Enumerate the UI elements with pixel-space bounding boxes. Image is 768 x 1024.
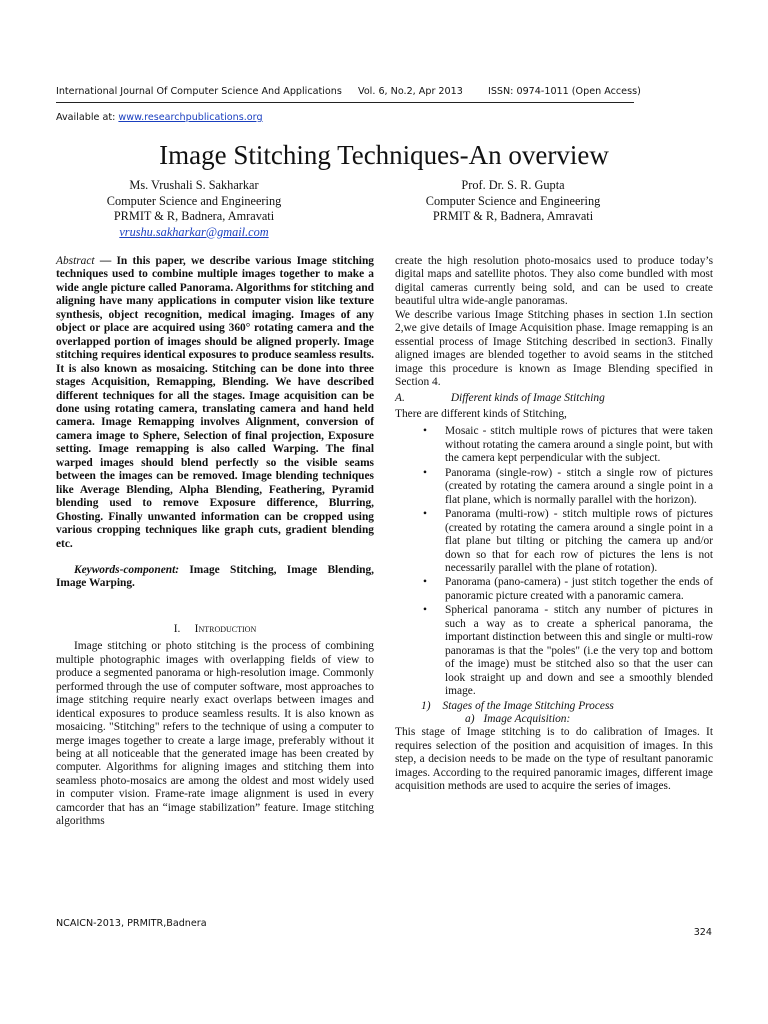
- author-block-1: [64, 178, 324, 240]
- subsection-heading-stages: 1) Stages of the Image Stitching Process: [421, 699, 614, 712]
- journal-website-link[interactable]: www.researchpublications.org: [118, 112, 263, 123]
- section-number: I.: [173, 622, 181, 635]
- paragraph: This stage of Image stitching is to do calibration of Images. It requires selection of the position and acquisition of images. In this step, a decision needs to be made on the type of resultant panoramic images. According to the required panoramic images, different image acquisition methods are used to acquire the series of images.: [395, 726, 713, 793]
- paragraph: create the high resolution photo-mosaics used to produce today’s digital maps and satellite photos. They also come bundled with most digital cameras currently being sold, and can be used to create beautiful ultra wide-angle panoramas.: [395, 255, 713, 308]
- author-department: Computer Science and Engineering: [106, 193, 282, 208]
- page-number: 324: [693, 927, 712, 938]
- footer-conference: NCAICN-2013, PRMITR,Badnera: [56, 918, 207, 929]
- abstract-text: In this paper, we describe various Image stitching techniques used to combine multiple images together to make a wide angle picture called Panorama. Algorithms for stitching and aligning have many applications in computer vision like texture synthesis, object recognition, medical imaging. Images of any object or place are acquired using 360° rotating camera and the overlapped portion of images should be aligned properly. Image stitching requires identical exposures to produce seamless results. It is also known as mosaicing. Stitching can be done into three stages Acquisition, Remapping, Blending. We have described different techniques for all the stages. Image acquisition can be done using rotating camera, translating camera and hand held camera. Image Remapping involves Alignment, conversion of camera image to Sphere, Selection of final projection, Exposure setting. Image remapping is also called Warping. The final warped images should blend perfectly so the visible seams between the images can be removed. Image blending techniques like Average Blending, Alpha Blending, Feathering, Pyramid blending used to remove Exposure difference, Blurring, Ghosting. Finally unwanted information can be cropped using various cropping techniques like graph cuts, gradient blending etc.: [56, 255, 374, 550]
- journal-issn: ISSN: 0974-1011 (Open Access): [488, 86, 641, 97]
- journal-header: [56, 84, 641, 100]
- subsection-heading-kinds: A. Different kinds of Image Stitching: [395, 391, 605, 404]
- keywords-text: Image Stitching, Image Blending, Image Warping.: [56, 563, 374, 590]
- author-institution: PRMIT & R, Badnera, Amravati: [432, 209, 594, 223]
- keywords: [56, 564, 374, 591]
- abstract: Abstract — In this paper, we describe various Image stitching techniques used to combine multiple images together to make a wide angle picture called Panorama. Algorithms for stitching and aligning have many applications in computer vision like texture synthesis, object recognition, medical imaging. Images of any object or place are acquired using 360° rotating camera and the overlapped portion of images should be aligned properly. Image stitching requires identical exposures to produce seamless results. It is also known as mosaicing. Stitching can be done into three stages Acquisition, Remapping, Blending. We have described different techniques for all the stages. Image acquisition can be done using rotating camera, translating camera and hand held camera. Image Remapping involves Alignment, conversion of camera image to Sphere, Selection of final projection, Exposure setting. Image remapping is also called Warping. The final warped images should blend perfectly so the visible seams between the images can be removed. Image blending techniques like Average Blending, Alpha Blending, Feathering, Pyramid blending used to remove Exposure difference, Blurring, Ghosting. Finally unwanted information can be cropped using various cropping techniques like graph cuts, gradient blending etc.: [56, 255, 374, 550]
- author-name: Prof. Dr. S. R. Gupta: [461, 178, 565, 192]
- author-email-link[interactable]: vrushu.sakharkar@gmail.com: [119, 224, 269, 239]
- section-title: Introduction: [194, 622, 257, 635]
- section-heading-introduction: [56, 623, 374, 636]
- introduction-paragraph: Image stitching or photo stitching is the process of combining multiple photographic images with overlapping fields of view to produce a segmented panorama or high-resolution image. Commonly performed through the use of computer software, most approaches to image stitching require nearly exact overlaps between images and identical exposures to produce seamless results. It is also known as mosaicing. "Stitching" refers to the technique of using a computer to merge images together to create a large image, preferably without it being at all noticeable that the generated image has been created by computer. Algorithms for aligning images and stitching them into seamless photo-mosaics are among the oldest and most widely used in computer vision. Frame-rate image alignment is used in every camcorder that has an “image stabilization” feature. Image stitching algorithms: [56, 640, 374, 828]
- author-block-2: [398, 178, 628, 225]
- available-label: Available at:: [56, 112, 116, 123]
- paper-title: Image Stitching Techniques-An overview: [159, 140, 609, 170]
- availability-line: [56, 112, 263, 123]
- list-item: • Mosaic - stitch multiple rows of pictures that were taken without rotating the camera around a single point, but with the camera kept perpendicular with the subject.: [445, 425, 713, 465]
- author-department: Computer Science and Engineering: [425, 193, 601, 208]
- right-column: [395, 255, 713, 794]
- list-item: • Spherical panorama - stitch any number of pictures in such a way as to create a spherical panorama, the important distinction between this and single or multi-row panoramas is that the "poles" (i.e the very top and bottom of the image) must be stitched also so that the user can look straight up and down and see a smoothly blended image.: [445, 604, 713, 698]
- header-divider: [56, 102, 634, 103]
- list-item: • Panorama (single-row) - stitch a single row of pictures (created by rotating the camera around a single point in a flat plane, which is normally parallel with the horizon).: [445, 467, 713, 507]
- list-item: • Panorama (pano-camera) - just stitch together the ends of panoramic picture created with a panoramic camera.: [445, 576, 713, 603]
- list-item: • Panorama (multi-row) - stitch multiple rows of pictures (created by rotating the camera around a single point in a flat plane but tilting or pitching the camera up and/or down so that for each row of pictures the lens is not necessarily parallel with the plane of rotation).: [445, 508, 713, 575]
- paragraph: There are different kinds of Stitching,: [395, 407, 567, 420]
- paragraph: We describe various Image Stitching phases in section 1.In section 2,we give details of Image Acquisition phase. Image remapping is an essential process of Image Stitching described in section3. Finally aligned images are blended together to avoid seams in the stitched image this procedure is known as Image Blending specified in Section 4.: [395, 308, 713, 389]
- keywords-label: Keywords-component:: [74, 563, 180, 576]
- subsection-heading-acquisition: a) Image Acquisition:: [465, 712, 571, 725]
- author-institution: PRMIT & R, Badnera, Amravati: [113, 209, 275, 223]
- stitching-kinds-list: [395, 425, 713, 698]
- journal-volume: Vol. 6, No.2, Apr 2013: [358, 86, 463, 97]
- author-name: Ms. Vrushali S. Sakharkar: [129, 178, 259, 192]
- abstract-label: Abstract: [56, 255, 95, 267]
- journal-name: International Journal Of Computer Science And Applications: [56, 86, 342, 97]
- left-column: [56, 255, 374, 829]
